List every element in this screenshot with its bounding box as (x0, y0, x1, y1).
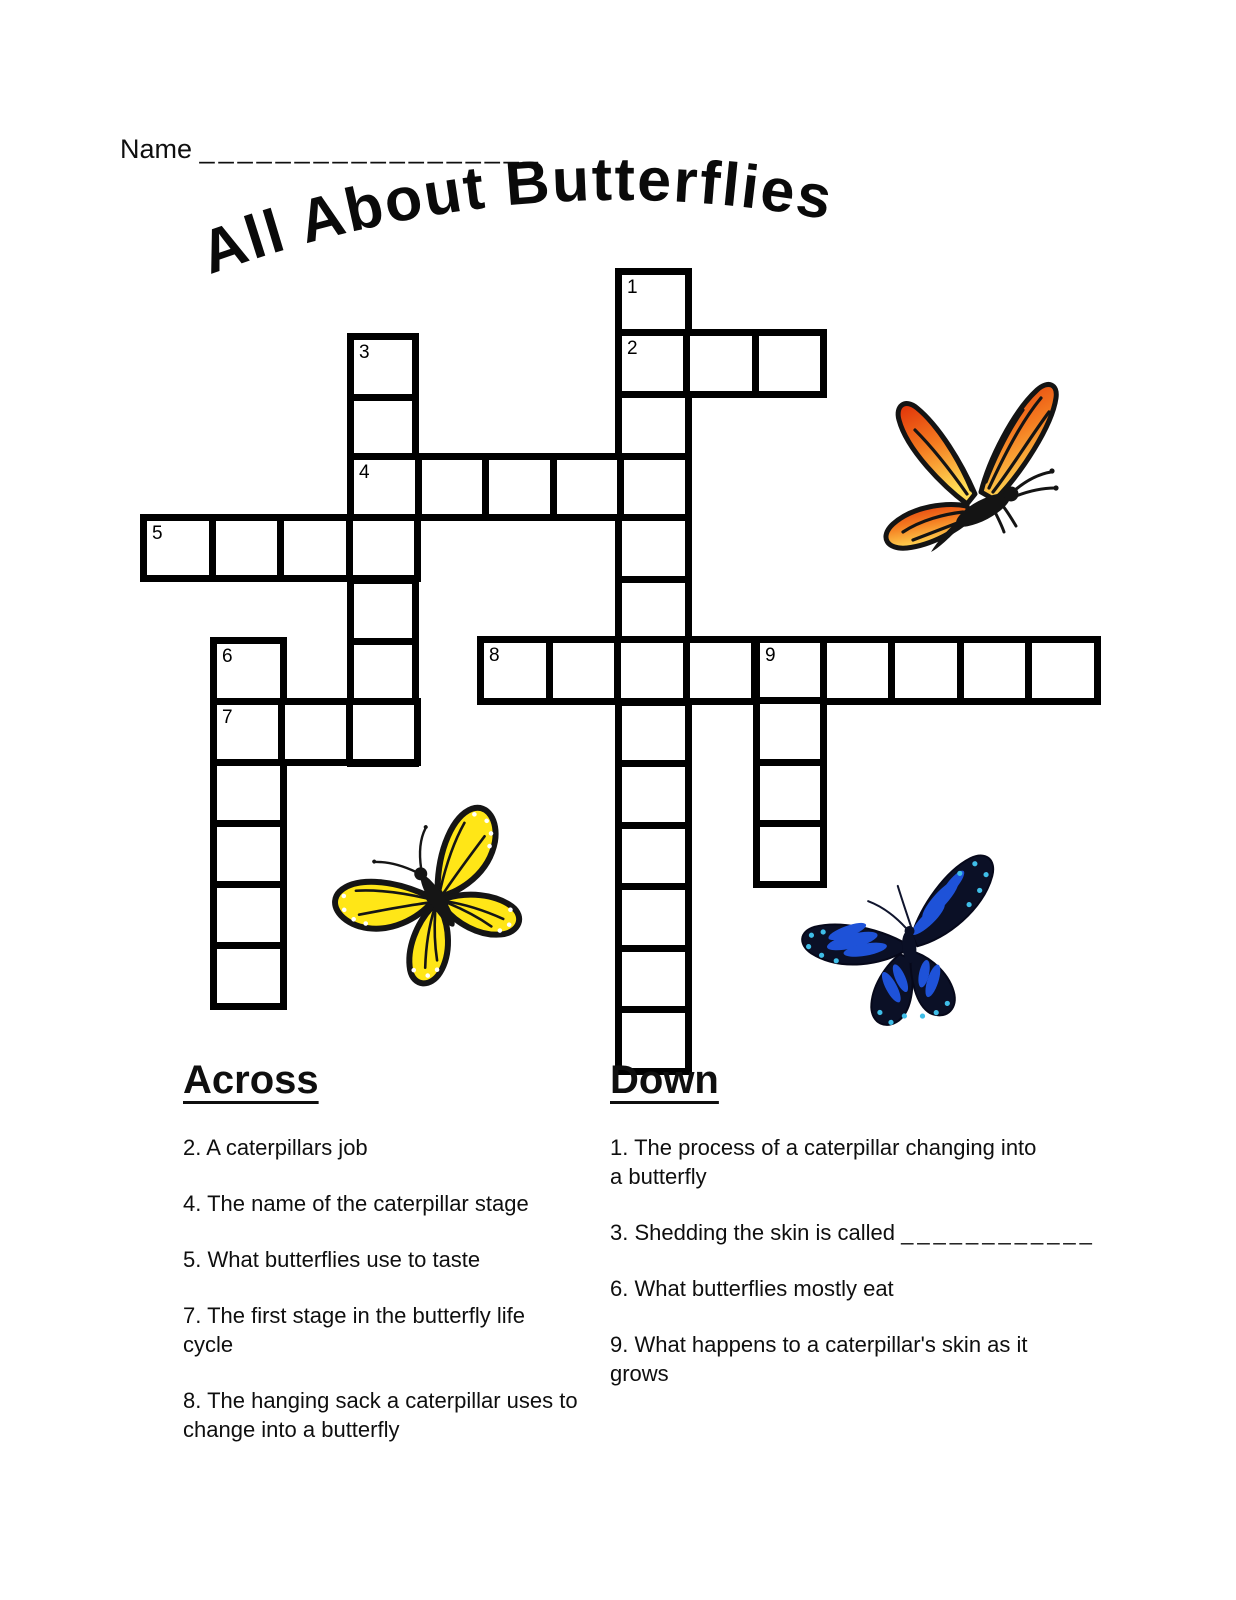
crossword-cell[interactable] (753, 759, 827, 827)
crossword-cell[interactable] (615, 699, 692, 768)
crossword-cell[interactable] (615, 760, 692, 829)
crossword-cell[interactable] (614, 636, 690, 705)
clue-line: a butterfly (610, 1164, 707, 1189)
clue-line: 5. What butterflies use to taste (183, 1247, 481, 1272)
clue-line: grows (610, 1361, 669, 1386)
crossword-cell[interactable] (347, 638, 419, 706)
clue (183, 1189, 653, 1218)
clue-line: 3. Shedding the skin is called ____________ (610, 1220, 1096, 1245)
down-clues-section (610, 1058, 1096, 1415)
crossword-cell[interactable] (752, 329, 827, 398)
crossword-cell[interactable] (753, 636, 827, 704)
clue (183, 1301, 653, 1359)
crossword-cell[interactable] (278, 698, 353, 766)
orange-butterfly-icon (865, 374, 1065, 559)
blue-butterfly-icon (795, 843, 1025, 1048)
cell-number: 9 (765, 645, 776, 666)
cell-number: 2 (627, 338, 638, 359)
name-blank-line[interactable]: __________________ (199, 134, 542, 164)
clue-line: change into a butterfly (183, 1417, 400, 1442)
crossword-cell[interactable] (210, 881, 287, 949)
clue-line: 8. The hanging sack a caterpillar uses to (183, 1388, 578, 1413)
crossword-cell[interactable] (615, 268, 692, 337)
yellow-butterfly-icon (330, 800, 538, 990)
crossword-cell[interactable] (346, 514, 422, 582)
crossword-cell[interactable] (683, 636, 759, 705)
cell-number: 6 (222, 646, 233, 667)
clue (610, 1218, 1096, 1247)
across-clues-section (183, 1058, 653, 1471)
crossword-cell[interactable] (615, 329, 690, 398)
clue (610, 1133, 1080, 1191)
crossword-cell[interactable] (820, 636, 896, 705)
crossword-cell[interactable] (615, 945, 692, 1014)
crossword-cell[interactable] (210, 698, 285, 766)
name-label: Name (120, 134, 193, 164)
crossword-cell[interactable] (209, 514, 285, 582)
cell-number: 1 (627, 277, 638, 298)
clue (610, 1274, 1080, 1303)
crossword-cell[interactable] (140, 514, 216, 582)
crossword-cell[interactable] (347, 577, 419, 645)
crossword-cell[interactable] (753, 697, 827, 765)
crossword-cell[interactable] (210, 759, 287, 827)
cell-number: 4 (359, 462, 370, 483)
cell-number: 5 (152, 523, 163, 544)
crossword-cell[interactable] (210, 942, 287, 1010)
crossword-cell[interactable] (347, 394, 419, 462)
clue-line: 4. The name of the caterpillar stage (183, 1191, 529, 1216)
cell-number: 8 (489, 645, 500, 666)
crossword-cell[interactable] (617, 453, 692, 521)
clue-line: 1. The process of a caterpillar changing into (610, 1135, 1037, 1160)
crossword-cell[interactable] (615, 883, 692, 952)
clue (610, 1330, 1080, 1388)
clue (183, 1245, 653, 1274)
clue (183, 1386, 653, 1444)
crossword-cell[interactable] (615, 576, 692, 645)
crossword-cell[interactable] (550, 453, 625, 521)
across-clue-list (183, 1133, 653, 1444)
crossword-cell[interactable] (615, 822, 692, 891)
crossword-cell[interactable] (210, 820, 287, 888)
down-clue-list (610, 1133, 1096, 1388)
crossword-cell[interactable] (210, 637, 287, 705)
crossword-cell[interactable] (546, 636, 622, 705)
crossword-cell[interactable] (482, 453, 557, 521)
across-heading: Across (183, 1058, 319, 1102)
clue (183, 1133, 653, 1162)
crossword-cell[interactable] (957, 636, 1033, 705)
cell-number: 3 (359, 342, 370, 363)
down-heading: Down (610, 1058, 719, 1102)
clue-line: cycle (183, 1332, 234, 1357)
crossword-cell[interactable] (615, 391, 692, 460)
page-title-text: All About Butterflies (191, 146, 839, 287)
crossword-cell[interactable] (888, 636, 964, 705)
clue-line: 2. A caterpillars job (183, 1135, 368, 1160)
crossword-cell[interactable] (415, 453, 490, 521)
crossword-cell[interactable] (346, 698, 421, 766)
crossword-cell[interactable] (277, 514, 353, 582)
crossword-cell[interactable] (477, 636, 553, 705)
clue-line: 9. What happens to a caterpillar's skin as it (610, 1332, 1028, 1357)
crossword-cell[interactable] (683, 329, 758, 398)
crossword-cell[interactable] (347, 333, 419, 401)
cell-number: 7 (222, 707, 233, 728)
crossword-cell[interactable] (615, 514, 692, 583)
clue-line: 7. The first stage in the butterfly life (183, 1303, 525, 1328)
crossword-cell[interactable] (1025, 636, 1101, 705)
crossword-cell[interactable] (347, 453, 422, 521)
clue-line: 6. What butterflies mostly eat (610, 1276, 894, 1301)
answer-blank[interactable]: ____________ (901, 1220, 1096, 1245)
